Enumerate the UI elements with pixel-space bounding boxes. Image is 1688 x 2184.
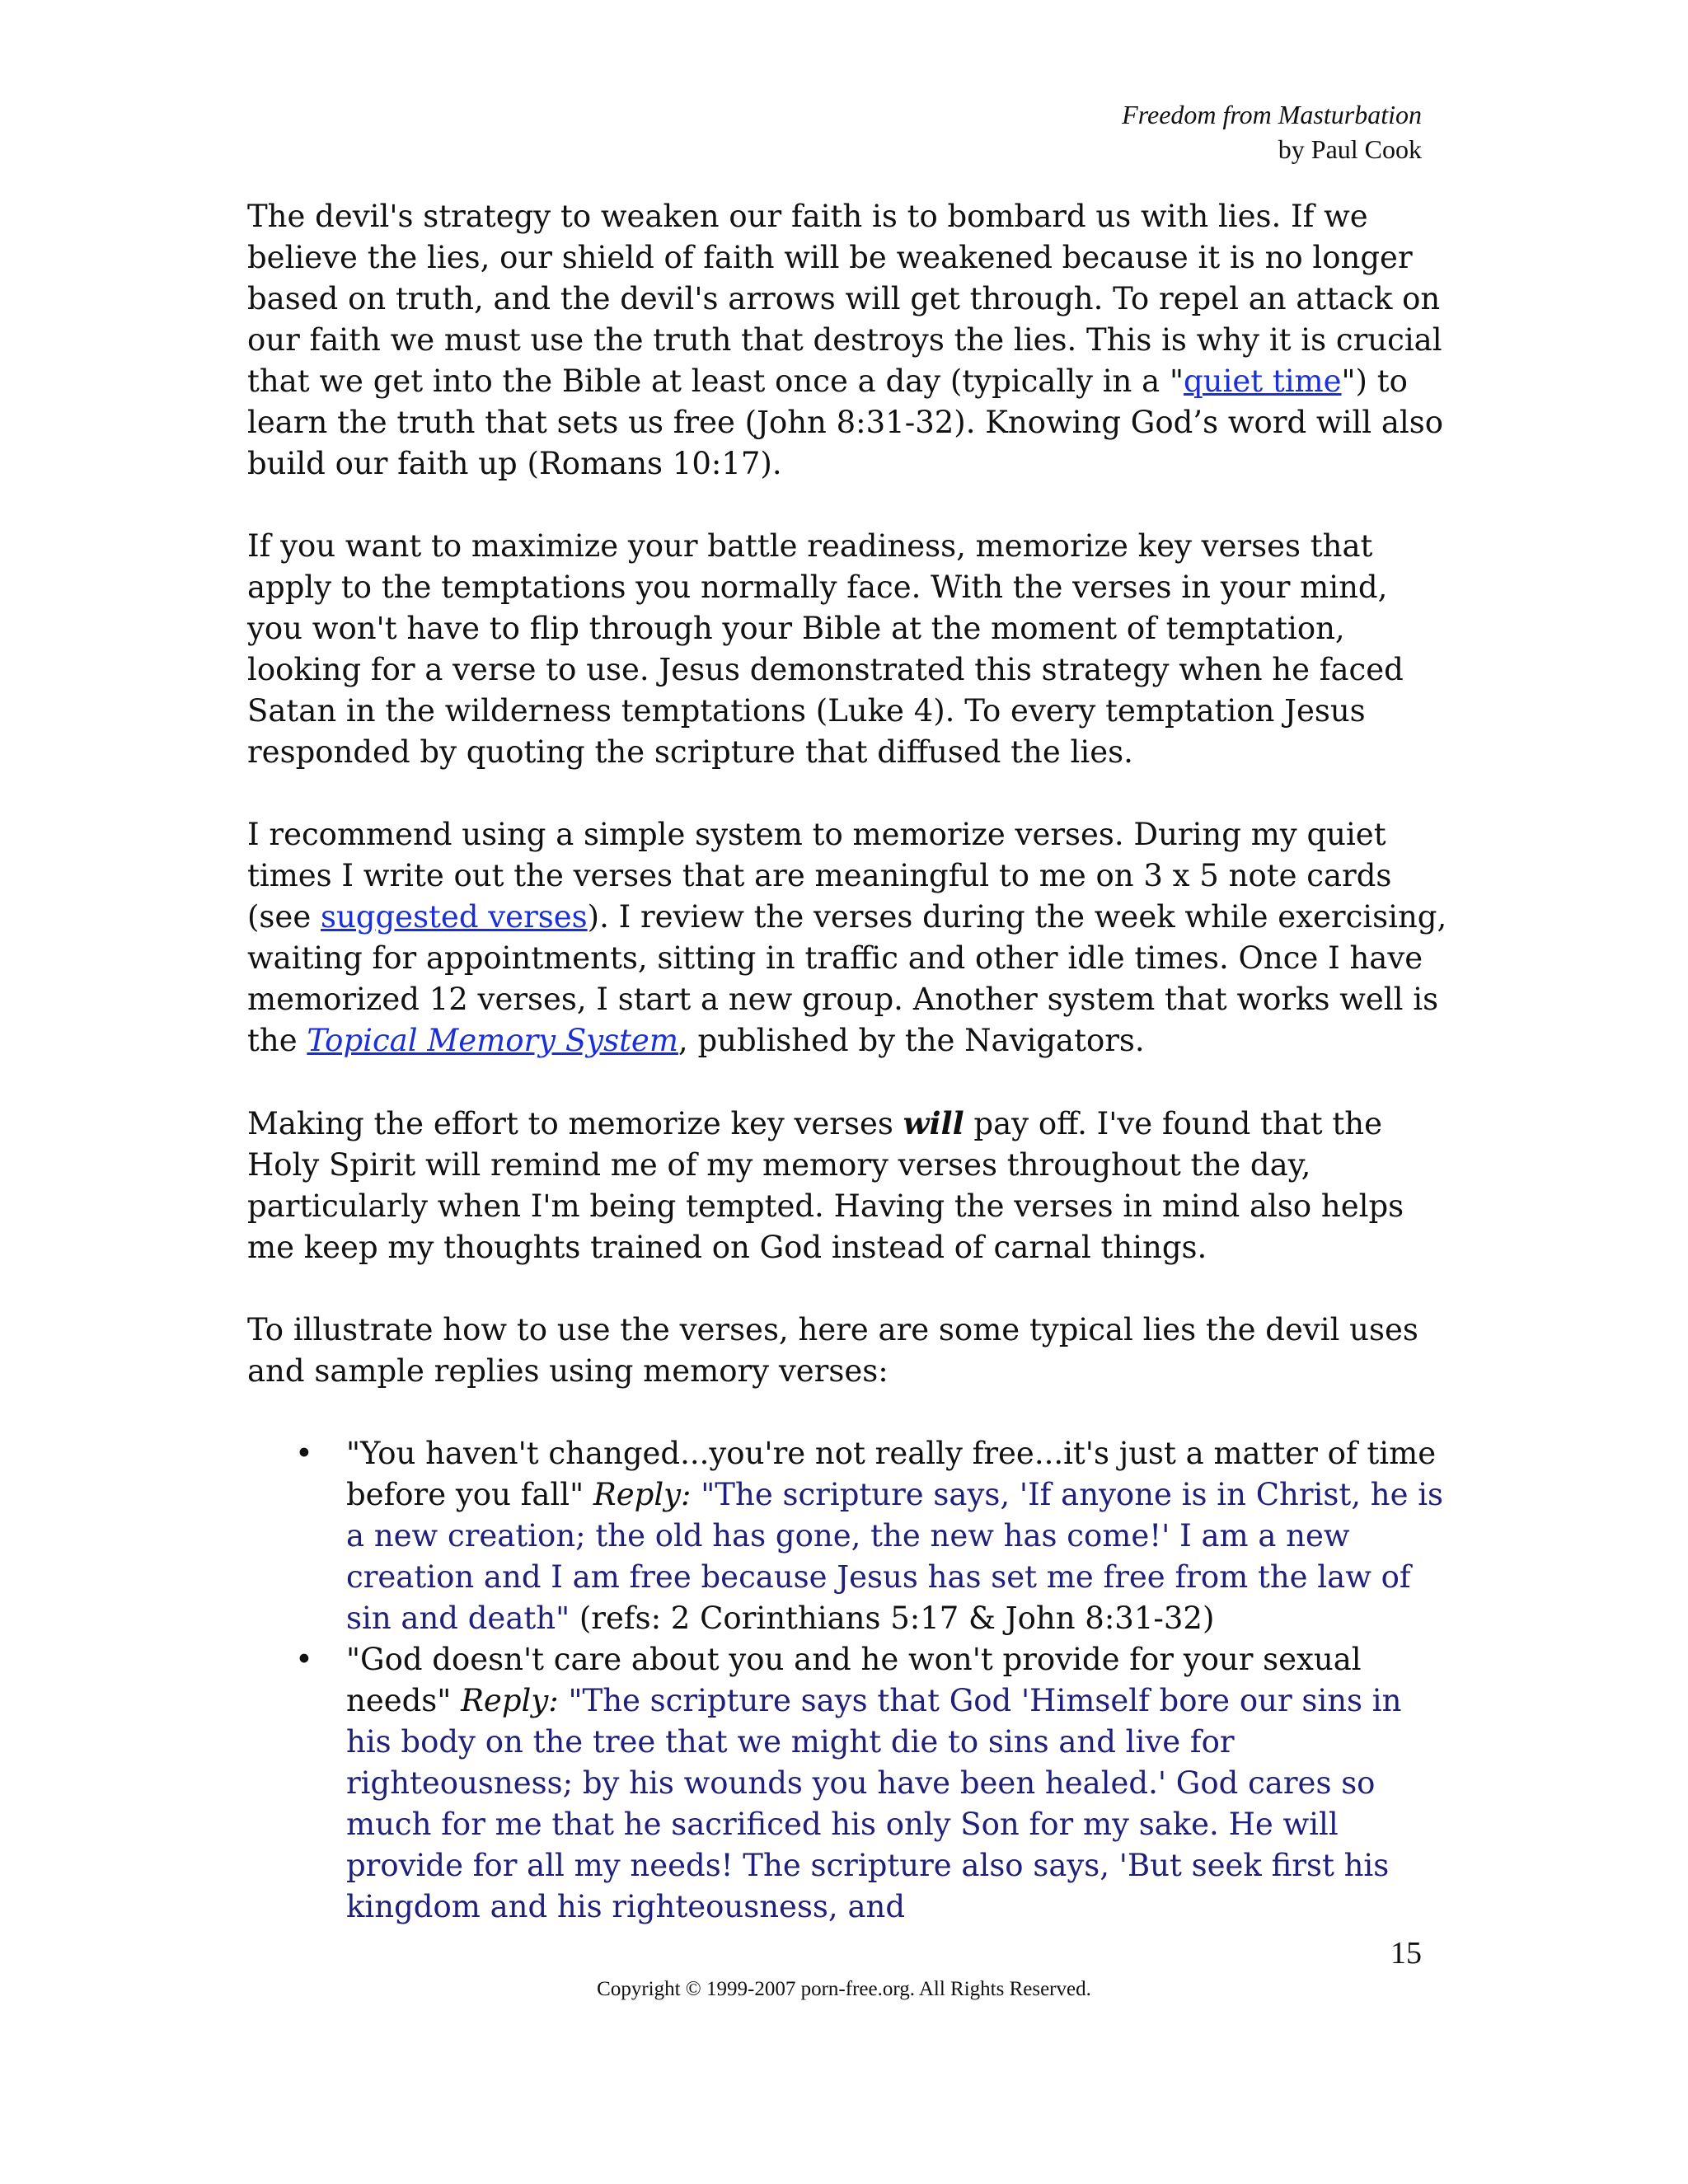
suggested-verses-link[interactable]: suggested verses bbox=[320, 899, 588, 935]
reply-text: "The scripture says that God 'Himself bore our sins in his body on the tree that we might die to sins and live for righteousness; by his wounds you have been healed.' God cares so much for me that he sacrificed his only Son for my sake. He will provide for all my needs! The scripture also says, 'But seek first his kingdom and his righteousness, and bbox=[346, 1683, 1402, 1924]
quiet-time-link[interactable]: quiet time bbox=[1183, 363, 1342, 399]
reply-text: "The scripture says, 'If anyone is in Christ, he is a new creation; the old has gone, the new has come!' I am a new creation and I am free because Jesus has set me free from the law of sin and death" bbox=[346, 1477, 1444, 1636]
reply-label: Reply: bbox=[593, 1477, 692, 1512]
refs-text: (refs: 2 Corinthians 5:17 & John 8:31-32) bbox=[570, 1601, 1215, 1636]
paragraph-illustrate: To illustrate how to use the verses, here are some typical lies the devil uses and sample replies using memory verses: bbox=[247, 1312, 1418, 1389]
bullet-icon: • bbox=[295, 1642, 313, 1677]
book-author: by Paul Cook bbox=[1278, 134, 1422, 164]
running-header bbox=[1122, 97, 1422, 166]
paragraph-memory-system: I recommend using a simple system to memorize verses. During my quiet times I write out the verses that are meaningful to me on 3 x 5 note cards (see suggested verses). I review the verses during the week while exercising, waiting for appointments, sitting in traffic and other idle times. Once I have memorized 12 verses, I start a new group. Another system that works well is the Topical Memory System, published by the Navigators. bbox=[247, 817, 1447, 1058]
page-body bbox=[247, 196, 1451, 1928]
emphasis-will: will bbox=[903, 1105, 964, 1141]
page-number: 15 bbox=[1390, 1936, 1422, 1971]
copyright-footer: Copyright © 1999-2007 porn-free.org. All Rights Reserved. bbox=[597, 1978, 1091, 2000]
paragraph-pay-off: Making the effort to memorize key verses will pay off. I've found that the Holy Spirit will remind me of my memory verses throughout the day, particularly when I'm being tempted. Having the verses in mind also helps me keep my thoughts trained on God instead of carnal things. bbox=[247, 1105, 1404, 1265]
reply-label: Reply: bbox=[461, 1683, 559, 1718]
lies-list bbox=[247, 1433, 1451, 1928]
paragraph-faith-lies: The devil's strategy to weaken our faith is to bombard us with lies. If we believe the lies, our shield of faith will be weakened because it is no longer based on truth, and the devil's arrows will get through. To repel an attack on our faith we must use the truth that destroys the lies. This is why it is crucial that we get into the Bible at least once a day (typically in a "quiet time") to learn the truth that sets us free (John 8:31-32). Knowing God’s word will also build our faith up (Romans 10:17). bbox=[247, 199, 1443, 481]
paragraph-memorize: If you want to maximize your battle readiness, memorize key verses that apply to the temptations you normally face. With the verses in your mind, you won't have to flip through your Bible at the moment of temptation, looking for a verse to use. Jesus demonstrated this strategy when he faced Satan in the wilderness temptations (Luke 4). To every temptation Jesus responded by quoting the scripture that diffused the lies. bbox=[247, 528, 1404, 770]
book-title: Freedom from Masturbation bbox=[1122, 100, 1422, 129]
list-item: • "You haven't changed...you're not really free...it's just a matter of time before you fall" Reply: "The scripture says, 'If anyone is in Christ, he is a new creation; the old has gone, the new has come!' I am a new creation and I am free because Jesus has set me free from the law of sin and death" (refs: 2 Corinthians 5:17 & John 8:31-32) bbox=[247, 1433, 1451, 1639]
bullet-icon: • bbox=[295, 1436, 313, 1471]
topical-memory-system-link[interactable]: Topical Memory System bbox=[307, 1023, 678, 1058]
list-item: • "God doesn't care about you and he won't provide for your sexual needs" Reply: "The scripture says that God 'Himself bore our sins in his body on the tree that we might die to sins and live for righteousness; by his wounds you have been healed.' God cares so much for me that he sacrificed his only Son for my sake. He will provide for all my needs! The scripture also says, 'But seek first his kingdom and his righteousness, and bbox=[247, 1639, 1451, 1928]
